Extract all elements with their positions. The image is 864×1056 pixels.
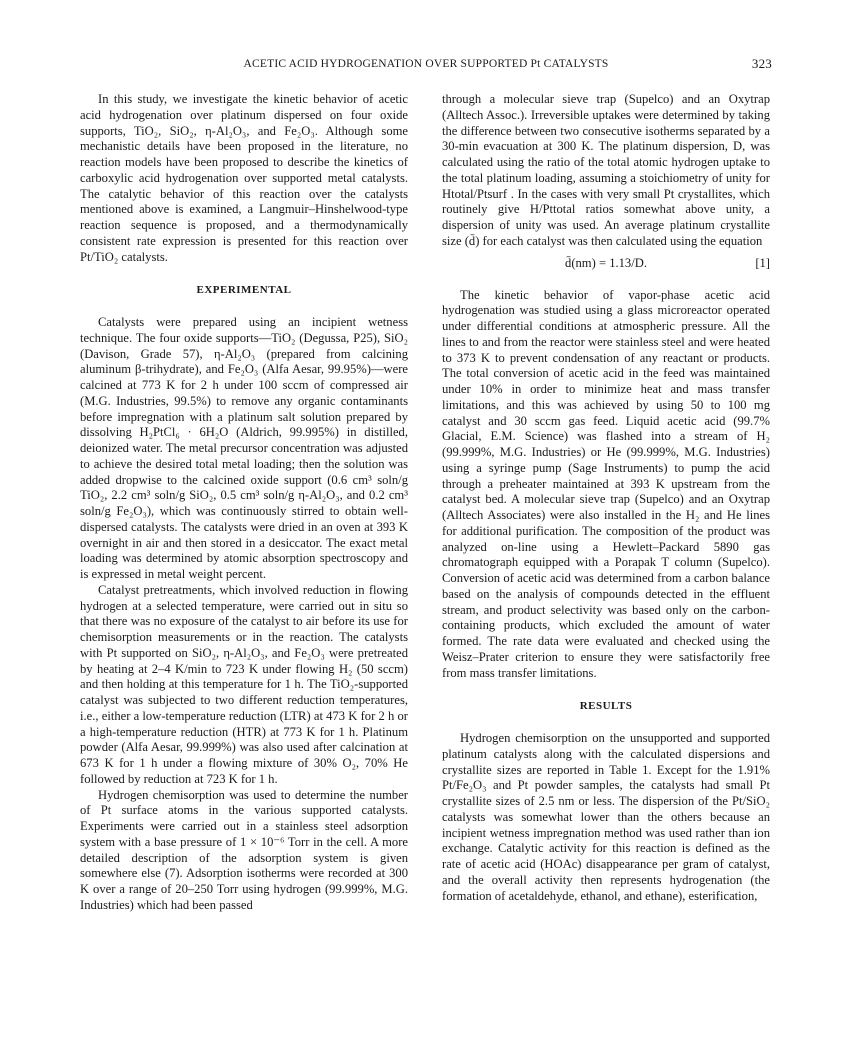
results-paragraph: Hydrogen chemisorption on the unsupported and supported platinum catalysts along with the calculated dispersions and crystallite sizes are reported in Table 1. Except for the 1.91% Pt/Fe₂O₃ and Pt powder samples, the catalysts had small Pt crystallite sizes of 2.5 nm or less. The dispersion of the Pt/SiO₂ catalysts was somewhat lower than the others because an incipient wetness impregnation method was used rather than ion exchange. Catalytic activity for this reaction is defined as the rate of acetic acid (HOAc) disappearance per gram of catalyst, and the overall activity then represents hydrogenation (the formation of acetaldehyde, ethanol, and ethane), esterification,: [442, 731, 770, 903]
chemisorption-paragraph: Hydrogen chemisorption was used to determine the number of Pt surface atoms in the various supported catalysts. Experiments were carried out in a stainless steel adsorption system with a base pressure of 1 × 10⁻⁶ Torr in the cell. A more detailed description of the adsorption system is given somewhere else (7). Adsorption isotherms were recorded at 300 K over a range of 20–250 Torr using hydrogen (99.999%, M.G. Industries) which had been passed: [80, 787, 408, 912]
equation-1: [442, 256, 770, 276]
equation-number: [1]: [755, 255, 770, 270]
left-column: [80, 92, 408, 914]
experimental-heading: EXPERIMENTAL: [196, 284, 292, 297]
kinetic-paragraph: The kinetic behavior of vapor-phase acetic acid hydrogenation was studied using a glass microreactor operated under differential conditions at atmospheric pressure. All the lines to and from the reactor were stainless steel and were heated to 373 K to prevent condensation of any reactant or products. The total conversion of acetic acid in the feed was maintained under 10% in order to minimize heat and mass transfer limitations, and this was achieved by using 50 to 100 mg catalyst and 30 sccm gas feed. Liquid acetic acid (99.7% Glacial, E.M. Science) was flashed into a stream of H₂ (99.999%, M.G. Industries) or He (99.999%, M.G. Industries) using a syringe pump (Sage Instruments) to pump the acid through a preheater maintained at 393 K upstream from the catalyst bed. A molecular sieve trap (Supelco) and an Oxytrap (Alltech Associates) were also installed in the H₂ and He lines for additional purification. The composition of the product was analyzed on-line using a Hewlett–Packard 5890 gas chromatograph equipped with a Porapak T column (Supelco). Conversion of acetic acid was determined from a carbon balance based on the analysis of compounds detected in the effluent stream, and product selectivity was based only on the carbon-containing products, which excluded the amount of water formed. The rate data were evaluated and checked using the Weisz–Prater criterion to ensure they were satisfactorily free from mass transfer limitations.: [442, 287, 770, 680]
running-head: [80, 58, 772, 76]
pretreatment-paragraph: Catalyst pretreatments, which involved reduction in flowing hydrogen at a selected temperature, were carried out in situ so that there was no exposure of the catalyst to air before its use for chemisorption measurements or in the reaction. The catalysts with Pt supported on SiO₂, η-Al₂O₃, and Fe₂O₃ were pretreated by heating at 2–4 K/min to 723 K under flowing H₂ (50 sccm) and then holding at this temperature for 1 h. The TiO₂-supported catalyst was subjected to two different reduction temperatures, i.e., either a low-temperature reduction (LTR) at 473 K for 2 h or a high-temperature reduction (HTR) at 773 K for 1 h. Platinum powder (Alfa Aesar, 99.999%) was also used after calcination at 673 K for 1 h under a flowing mixture of 30% O₂, 70% He followed by reduction at 723 K for 1 h.: [80, 582, 408, 786]
intro-paragraph: In this study, we investigate the kinetic behavior of acetic acid hydrogenation over platinum dispersed on four oxide supports, TiO₂, SiO₂, η-Al₂O₃, and Fe₂O₃. Although some mechanistic details have been proposed in the literature, no reaction models have been proposed to describe the kinetics of carboxylic acid hydrogenation over supported metal catalysts. The catalytic behavior of this reaction over the catalysts mentioned above is examined, a Langmuir–Hinshelwood-type reaction sequence is proposed, and a thermodynamically consistent rate expression is presented for this reaction over Pt/TiO₂ catalysts.: [80, 92, 408, 264]
equation-text: d̄(nm) = 1.13/D.: [565, 255, 647, 270]
page-number: 323: [751, 56, 772, 71]
results-heading: RESULTS: [579, 700, 633, 713]
trap-paragraph: through a molecular sieve trap (Supelco) and an Oxytrap (Alltech Assoc.). Irreversible uptakes were determined by taking the difference between two consecutive isotherms separated by a 30-min evacuation at 300 K. The platinum dispersion, D, was calculated using the ratio of the total atomic hydrogen uptake to the total platinum loading, assuming a stoichiometry of unity for Htotal/Ptsurf . In the cases with very small Pt crystallites, which routinely give H/Pttotal ratios somewhat above unity, a dispersion of unity was used. An average platinum crystallite size (d̄) for each catalyst was then calculated using the equation: [442, 92, 770, 248]
right-column: [442, 92, 770, 904]
preparation-paragraph: Catalysts were prepared using an incipient wetness technique. The four oxide supports—TiO₂ (Degussa, P25), SiO₂ (Davison, Grade 57), η-Al₂O₃ (prepared from calcining aluminum β-trihydrate), and Fe₂O₃ (Alfa Aesar, 99.95%)—were calcined at 773 K for 2 h under 100 sccm of compressed air (M.G. Industries, 99.5%) to remove any organic contaminants before impregnation with a platinum salt solution prepared by dissolving H₂PtCl₆ · 6H₂O (Aldrich, 99.995%) in distilled, deionized water. The metal precursor concentration was adjusted to achieve the desired total metal loading; then the solution was added dropwise to the calcined oxide support (0.6 cm³ soln/g TiO₂, 2.2 cm³ soln/g SiO₂, 0.5 cm³ soln/g η-Al₂O₃, and 0.2 cm³ soln/g Fe₂O₃), which was continuously stirred to obtain well-dispersed catalysts. The catalysts were dried in an oven at 393 K overnight in air and then stored in a desiccator. The exact metal loading was determined by atomic absorption spectroscopy and is expressed in metal weight percent.: [80, 315, 408, 581]
running-title: ACETIC ACID HYDROGENATION OVER SUPPORTED Pt CATALYSTS: [243, 58, 609, 70]
